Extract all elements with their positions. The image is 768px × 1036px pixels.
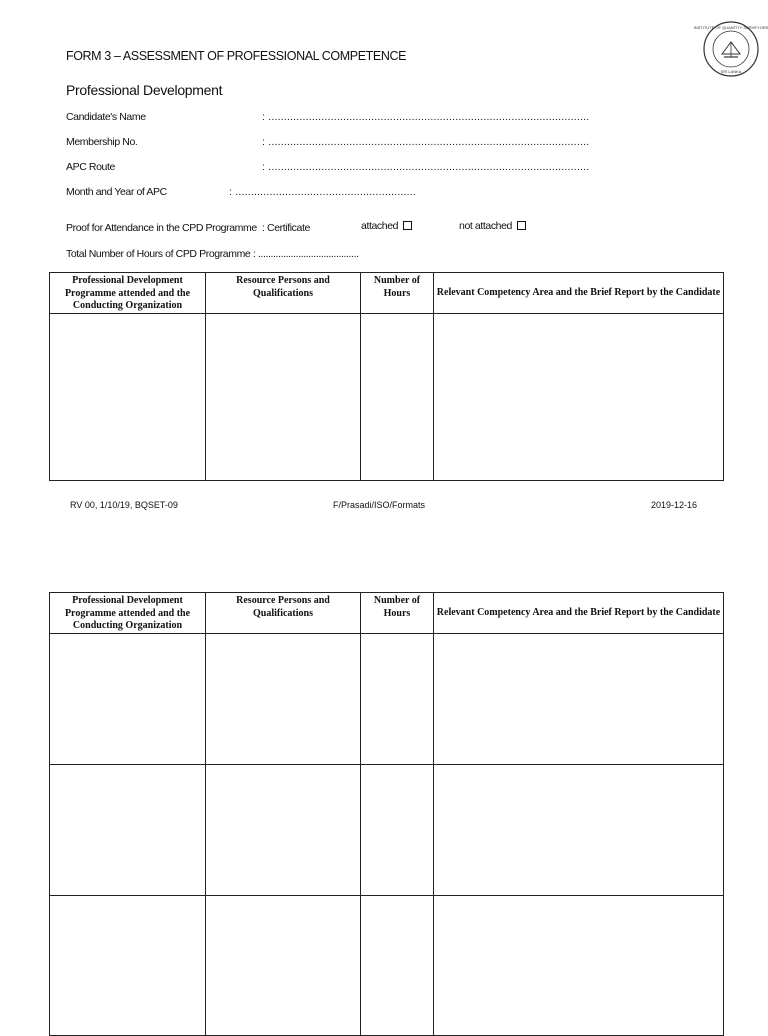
- table-cell[interactable]: [361, 764, 434, 895]
- not-attached-option[interactable]: [459, 220, 526, 232]
- footer-path: F/Prasadi/ISO/Formats: [333, 500, 426, 510]
- header-programme: Professional Development Programme attended and the Conducting Organization: [50, 273, 206, 314]
- logo-bottom-text: SRI LANKA: [720, 69, 742, 74]
- header-programme: Professional Development Programme attended and the Conducting Organization: [50, 593, 206, 634]
- month-year-apc-field[interactable]: : ..........................................................: [229, 186, 417, 198]
- table-cell[interactable]: [361, 633, 434, 764]
- table-row: [50, 633, 724, 764]
- table-cell[interactable]: [206, 895, 361, 1035]
- header-resource-persons: Resource Persons and Qualifications: [206, 273, 361, 314]
- apc-route-label: APC Route: [66, 161, 115, 173]
- table-cell[interactable]: [206, 764, 361, 895]
- cpd-table-1: [49, 272, 724, 481]
- section-title: Professional Development: [66, 82, 223, 98]
- membership-no-label: Membership No.: [66, 136, 138, 148]
- attached-label: attached: [361, 220, 399, 232]
- table-cell[interactable]: [206, 633, 361, 764]
- form-title: FORM 3 – ASSESSMENT OF PROFESSIONAL COMPETENCE: [66, 49, 407, 63]
- table-row: [50, 764, 724, 895]
- table-cell[interactable]: [50, 764, 206, 895]
- attendance-label: Proof for Attendance in the CPD Programme: [66, 222, 257, 234]
- apc-route-field[interactable]: : .......................................................................................................: [262, 161, 590, 173]
- header-hours: Number of Hours: [361, 593, 434, 634]
- table-cell[interactable]: [434, 633, 724, 764]
- table-cell[interactable]: [50, 633, 206, 764]
- candidate-name-field[interactable]: : .......................................................................................................: [262, 111, 590, 123]
- table-cell[interactable]: [50, 895, 206, 1035]
- table-row: [50, 313, 724, 480]
- header-competency: Relevant Competency Area and the Brief Report by the Candidate: [434, 593, 724, 634]
- table-cell[interactable]: [206, 313, 361, 480]
- table-cell[interactable]: [434, 895, 724, 1035]
- table-cell[interactable]: [361, 313, 434, 480]
- attached-checkbox[interactable]: [403, 221, 412, 230]
- candidate-name-label: Candidate's Name: [66, 111, 146, 123]
- total-hours-line[interactable]: Total Number of Hours of CPD Programme : ........................................: [66, 248, 359, 260]
- table-cell[interactable]: [434, 764, 724, 895]
- cpd-table-2: [49, 592, 724, 1036]
- membership-no-field[interactable]: : .......................................................................................................: [262, 136, 590, 148]
- header-competency: Relevant Competency Area and the Brief Report by the Candidate: [434, 273, 724, 314]
- not-attached-label: not attached: [459, 220, 512, 232]
- table-cell[interactable]: [434, 313, 724, 480]
- footer-revision: RV 00, 1/10/19, BQSET-09: [70, 500, 178, 510]
- logo-top-text: INSTITUTE OF QUANTITY SURVEYORS: [693, 25, 768, 30]
- header-resource-persons: Resource Persons and Qualifications: [206, 593, 361, 634]
- certificate-label: : Certificate: [262, 222, 310, 234]
- footer-date: 2019-12-16: [651, 500, 698, 510]
- institute-seal-icon: [693, 20, 768, 78]
- table-header-row: [50, 593, 724, 634]
- month-year-apc-label: Month and Year of APC: [66, 186, 167, 198]
- table-row: [50, 895, 724, 1035]
- table-header-row: [50, 273, 724, 314]
- table-cell[interactable]: [50, 313, 206, 480]
- not-attached-checkbox[interactable]: [517, 221, 526, 230]
- header-hours: Number of Hours: [361, 273, 434, 314]
- attached-option[interactable]: [361, 220, 412, 232]
- table-cell[interactable]: [361, 895, 434, 1035]
